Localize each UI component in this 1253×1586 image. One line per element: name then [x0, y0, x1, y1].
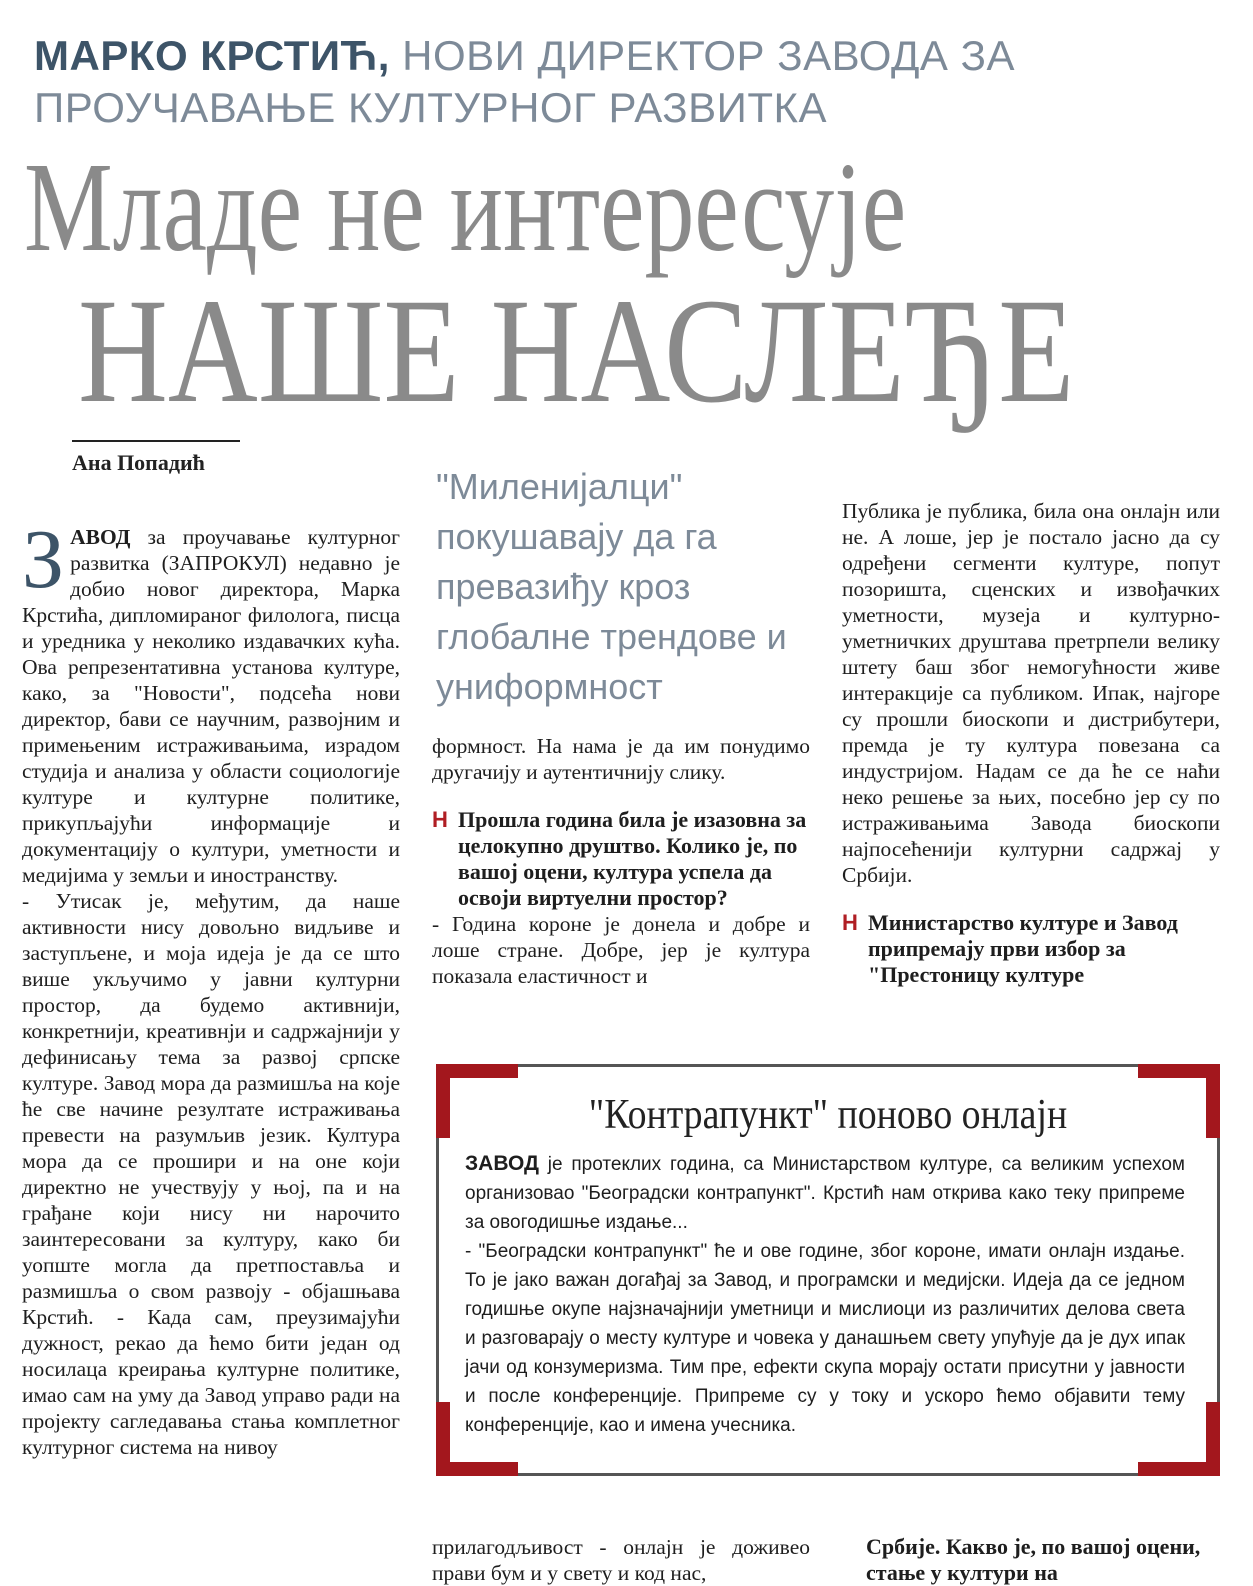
box-paragraph	[465, 1149, 1185, 1237]
headline-line-2: НАШЕ НАСЛЕЂЕ	[78, 268, 1075, 434]
kicker-rest: НОВИ ДИРЕКТОР ЗАВОДА ЗА ПРОУЧАВАЊЕ КУЛТУРНОГ РАЗВИТКА	[34, 32, 1015, 131]
question-text: Прошла година била је изазовна за целокупно друштво. Колико је, по вашој оцени, култура успела да освоји виртуелни простор?	[458, 807, 807, 910]
article-column-3	[842, 498, 1220, 1046]
article-column-3-continuation: Србије. Какво је, по вашој оцени, стање у култури на	[866, 1534, 1201, 1585]
box-title: "Контрапункт" поново онлајн	[588, 1092, 1068, 1138]
pullquote: "Миленијалци" покушавају да га превазиђу кроз глобалне трендове и униформност	[436, 466, 787, 707]
article-paragraph: - Година короне је донела и добре и лоше стране. Добре, јер је култура показала еластичност и	[432, 912, 810, 988]
interview-question	[432, 807, 810, 911]
headline	[24, 136, 1234, 434]
interview-question	[842, 910, 1220, 988]
box-corner	[436, 1402, 450, 1476]
box-corner	[1206, 1064, 1220, 1138]
box-paragraph: - "Београдски контрапункт" ће и ове године, због короне, имати онлајн издање. То је јако важан догађај за Завод, и програмски и медијски. Идеја да се једном годишње окупе најзначајнији уметници и мислиоци из различитих делова света и разговарају о месту културе и човека у данашњем свету упућује да је дух ипак јачи од конзумеризма. Тим пре, ефекти скупа морају остати присутни у јавности и после конференције. Припреме су у току и ускоро ћемо објавити тему конференције, као и имена учесника.	[465, 1241, 1185, 1436]
article-column-1	[22, 513, 400, 1566]
byline: Ана Попадић	[72, 450, 205, 475]
box-body	[465, 1149, 1185, 1440]
lead-word: АВОД	[70, 525, 131, 549]
question-marker-icon: Н	[432, 807, 448, 832]
sidebar-box	[436, 1064, 1220, 1476]
paragraph-text: за проучавање културног развитка (ЗАПРОКУЛ) недавно је добио новог директора, Марка Крстића, дипломираног филолога, писца и уредника у неколико издавачких кућа. Ова репрезентативна установа културе, како, за "Новости", подсећа нови директор, бави се научним, развојним и примењеним истраживањима, израдом студија и анализа у области социологије културе и културне политике, прикупљајући информације и документацију о култури, уметности и медијима у земљи и иностранству.	[22, 525, 400, 887]
kicker	[34, 30, 1224, 134]
headline-line-1: Младе не интересује	[24, 136, 907, 278]
box-corner	[1206, 1402, 1220, 1476]
article-paragraph: - Утисак је, међутим, да наше активности нису довољно видљиве и заступљене, и моја идеја је да се што више укључимо у јавни културни простор, да будемо активнији, конкретнији, креативнји и садржајнији у дефинисању тема за развој српске културе. Завод мора да размишља на које ће све начине резултате истраживања превести на разумљив језик. Култура мора да се прошири и на оне који директно не учествују у њој, па и на грађане који нису ни нарочито заинтересовани за културу, како би уопште могла да претпоставља и размишља о свом развоју - објашњава Крстић. - Када сам, преузимајући дужност, рекао да ћемо бити један од носилаца креирања културне политике, имао сам на уму да Завод управо ради на пројекту сагледавања стања комплетног културног система на нивоу	[22, 889, 400, 1459]
box-paragraph-text: је протеклих година, са Министарством културе, са великим успехом организовао "Београдски контрапункт". Крстић нам открива како теку припреме за овогодишње издање...	[465, 1154, 1185, 1233]
box-corner	[436, 1064, 450, 1138]
article-paragraph	[22, 513, 400, 888]
kicker-name: МАРКО КРСТИЋ,	[34, 32, 390, 79]
article-column-2	[432, 733, 810, 1039]
question-marker-icon: Н	[842, 910, 858, 935]
question-text: Министарство културе и Завод припремају први избор за "Престоницу културе	[868, 910, 1178, 987]
article-column-2-continuation: прилагодљивост - онлајн је доживео прави бум и у свету и код нас,	[432, 1535, 810, 1585]
byline-rule	[72, 440, 240, 442]
drop-cap: З	[22, 513, 65, 606]
article-paragraph: Публика је публика, била она онлајн или не. А лоше, јер је постало јасно да су одређени сегменти културе, попут позоришта, сценских и извођачких уметности, музеја и културно-уметничких друштава претрпели велику штету баш због немогућности живе интеракције са публиком. Ипак, најгоре су прошли биоскопи и дистрибутери, премда је ту култура повезана са индустријом. Надам се да ће се наћи неко решење за њих, посебно јер су по истраживањима Завода биоскопи најпосећенији културни садржај у Србији.	[842, 499, 1220, 887]
article-paragraph: формност. На нама је да им понудимо другачију и аутентичнију слику.	[432, 734, 810, 784]
box-lead-word: ЗАВОД	[465, 1152, 539, 1175]
